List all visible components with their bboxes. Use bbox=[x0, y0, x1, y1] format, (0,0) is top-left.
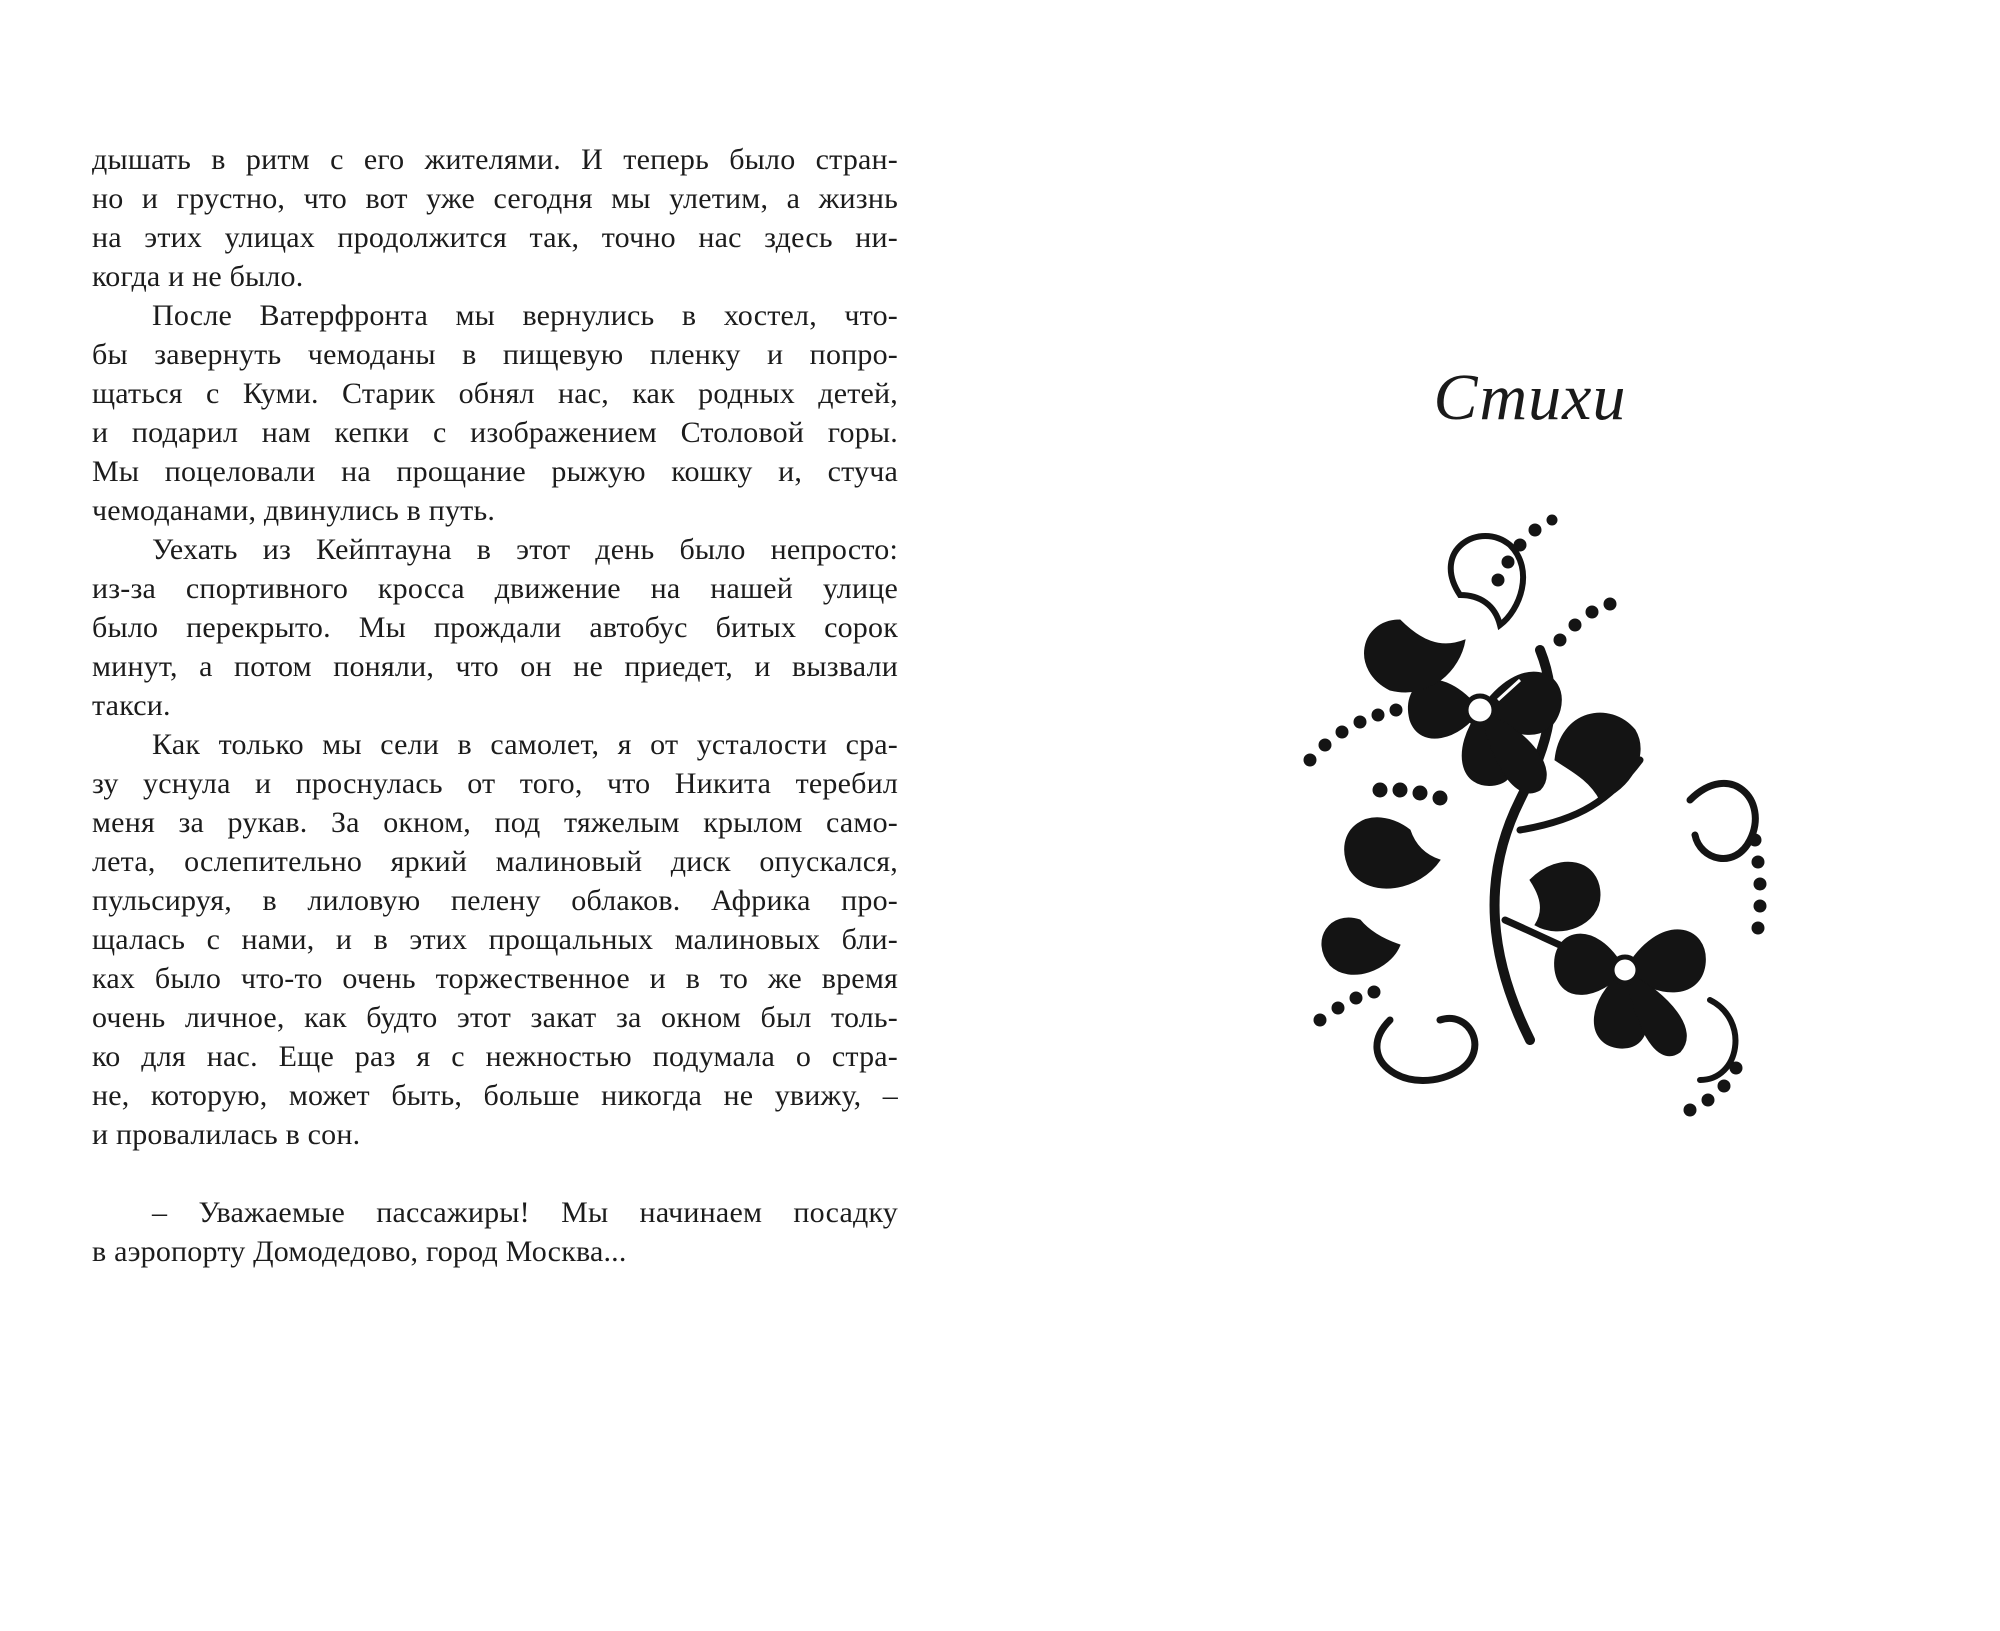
paragraph-gap bbox=[92, 1154, 898, 1193]
text-line: щаться с Куми. Старик обнял нас, как родных детей, bbox=[92, 377, 898, 410]
text-line: и подарил нам кепки с изображением Столовой горы. bbox=[92, 416, 898, 449]
right-page bbox=[1180, 0, 1880, 1631]
text-line: меня за рукав. За окном, под тяжелым крылом само- bbox=[92, 806, 898, 839]
text-line: Мы поцеловали на прощание рыжую кошку и, стуча bbox=[92, 455, 898, 488]
text-line: не, которую, может быть, больше никогда не увижу, – bbox=[92, 1079, 898, 1112]
text-line: ках было что-то очень торжественное и в то же время bbox=[92, 962, 898, 995]
text-line: было перекрыто. Мы прождали автобус битых сорок bbox=[92, 611, 898, 644]
text-line: бы завернуть чемоданы в пищевую пленку и попро- bbox=[92, 338, 898, 371]
text-line: ко для нас. Еще раз я с нежностью подумала о стра- bbox=[92, 1040, 898, 1073]
text-line: но и грустно, что вот уже сегодня мы улетим, а жизнь bbox=[92, 182, 898, 215]
text-line: чемоданами, двинулись в путь. bbox=[92, 494, 496, 527]
text-line: в аэропорту Домодедово, город Москва... bbox=[92, 1235, 627, 1268]
text-line: Как только мы сели в самолет, я от усталости сра- bbox=[152, 728, 898, 761]
text-line: минут, а потом поняли, что он не приедет, и вызвали bbox=[92, 650, 898, 683]
text-line: После Ватерфронта мы вернулись в хостел, что- bbox=[152, 299, 898, 332]
text-line: пульсируя, в лиловую пелену облаков. Африка про- bbox=[92, 884, 898, 917]
text-line: зу уснула и проснулась от того, что Никита теребил bbox=[92, 767, 898, 800]
text-line: – Уважаемые пассажиры! Мы начинаем посадку bbox=[152, 1196, 898, 1229]
text-line: лета, ослепительно яркий малиновый диск опускался, bbox=[92, 845, 898, 878]
left-page bbox=[92, 140, 898, 1271]
text-line: на этих улицах продолжится так, точно нас здесь ни- bbox=[92, 221, 898, 254]
text-line: и провалилась в сон. bbox=[92, 1118, 361, 1151]
text-line: щалась с нами, и в этих прощальных малиновых бли- bbox=[92, 923, 898, 956]
text-line: такси. bbox=[92, 689, 171, 722]
text-line: когда и не было. bbox=[92, 260, 304, 293]
text-line: из-за спортивного кросса движение на нашей улице bbox=[92, 572, 898, 605]
text-line: дышать в ритм с его жителями. И теперь было стран- bbox=[92, 143, 898, 176]
text-line: очень личное, как будто этот закат за окном был толь- bbox=[92, 1001, 898, 1034]
text-line: Уехать из Кейптауна в этот день было непросто: bbox=[152, 533, 898, 566]
section-title: Стихи bbox=[1433, 361, 1627, 434]
floral-ornament-icon bbox=[1290, 500, 1790, 1140]
